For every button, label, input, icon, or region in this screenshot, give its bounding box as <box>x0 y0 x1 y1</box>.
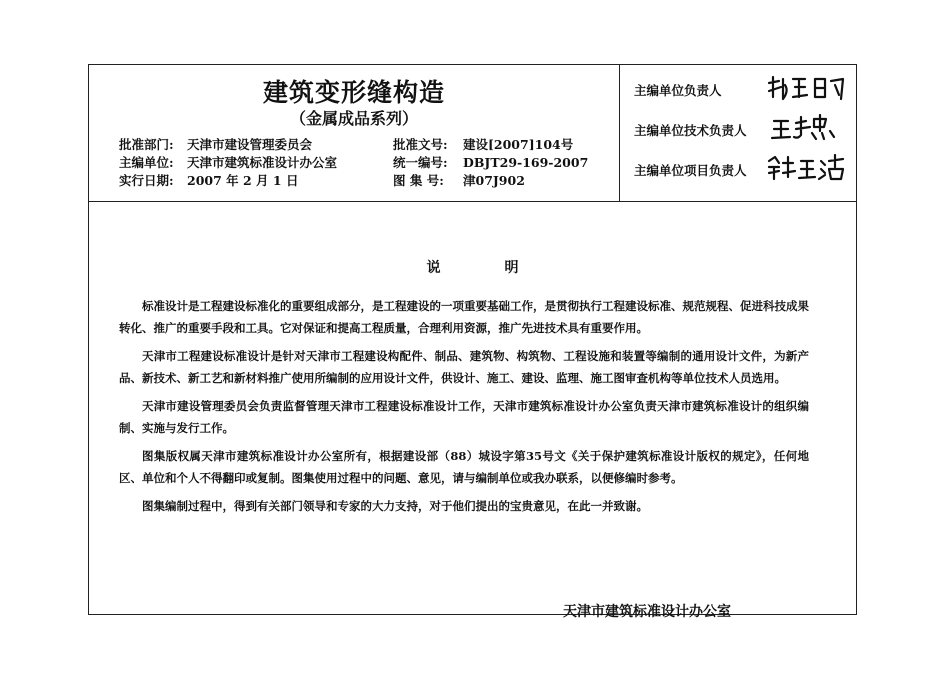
meta-label: 批准部门: <box>119 137 174 152</box>
meta-value: 津07J902 <box>463 173 525 188</box>
meta-label: 图 集 号: <box>393 173 444 188</box>
title-block-left <box>89 65 619 201</box>
meta-row-approval <box>119 137 573 153</box>
meta-label: 主编单位: <box>119 155 174 170</box>
notes-paragraph: 天津市工程建设标准设计是针对天津市工程建设构配件、制品、建筑物、构筑物、工程设施和装置等编制的通用设计文件，为新产品、新技术、新工艺和新材料推广使用所编制的应用设计文件，供设计、施工、建设、监理、施工图审查机构等单位技术人员选用。 <box>119 349 809 385</box>
meta-value: 天津市建筑标准设计办公室 <box>187 155 338 170</box>
signature-image <box>770 113 858 143</box>
notes-paragraph: 天津市建设管理委员会负责监督管理天津市工程建设标准设计工作，天津市建筑标准设计办公室负责天津市建筑标准设计的组织编制、实施与发行工作。 <box>119 399 809 435</box>
meta-label: 统一编号: <box>393 155 448 170</box>
issuing-office: 天津市建筑标准设计办公室 <box>563 604 731 620</box>
atlas-subtitle: （金属成品系列） <box>289 109 418 128</box>
meta-row-editor <box>119 155 588 171</box>
notes-paragraph: 图集编制过程中，得到有关部门领导和专家的大力支持，对于他们提出的宝贵意见，在此一并致谢。 <box>142 499 648 513</box>
meta-label: 实行日期: <box>119 173 174 188</box>
meta-row-date <box>119 173 525 189</box>
notes-title: 说明 <box>426 260 583 276</box>
notes-paragraph: 图集版权属天津市建筑标准设计办公室所有，根据建设部（88）城设字第35号文《关于保护建筑标准设计版权的规定》，任何地区、单位和个人不得翻印或复制。图集使用过程中的问题、意见，请与编制单位或我办联系，以便修编时参考。 <box>119 449 809 485</box>
drawing-sheet <box>88 64 857 620</box>
meta-value: 建设[2007]104号 <box>463 137 574 152</box>
signature-image <box>765 153 853 183</box>
notes-paragraph: 标准设计是工程建设标准化的重要组成部分，是工程建设的一项重要基础工作，是贯彻执行工程建设标准、规范规程、促进科技成果转化、推广的重要手段和工具。它对保证和提高工程质量，合理利用资源，推广先进技术具有重要作用。 <box>119 299 809 335</box>
responsible-role: 主编单位项目负责人 <box>634 163 747 178</box>
responsible-role: 主编单位技术负责人 <box>634 123 747 138</box>
meta-value: DBJT29-169-2007 <box>463 155 589 170</box>
signature-image <box>765 73 853 103</box>
title-block <box>89 65 856 202</box>
notes-paragraphs <box>119 295 809 523</box>
meta-value: 2007 年 2 月 1 日 <box>187 173 299 188</box>
meta-label: 批准文号: <box>393 137 448 152</box>
atlas-title: 建筑变形缝构造 <box>262 78 445 107</box>
meta-value: 天津市建设管理委员会 <box>187 137 313 152</box>
responsibility-block <box>619 65 857 201</box>
responsible-role: 主编单位负责人 <box>634 83 722 98</box>
